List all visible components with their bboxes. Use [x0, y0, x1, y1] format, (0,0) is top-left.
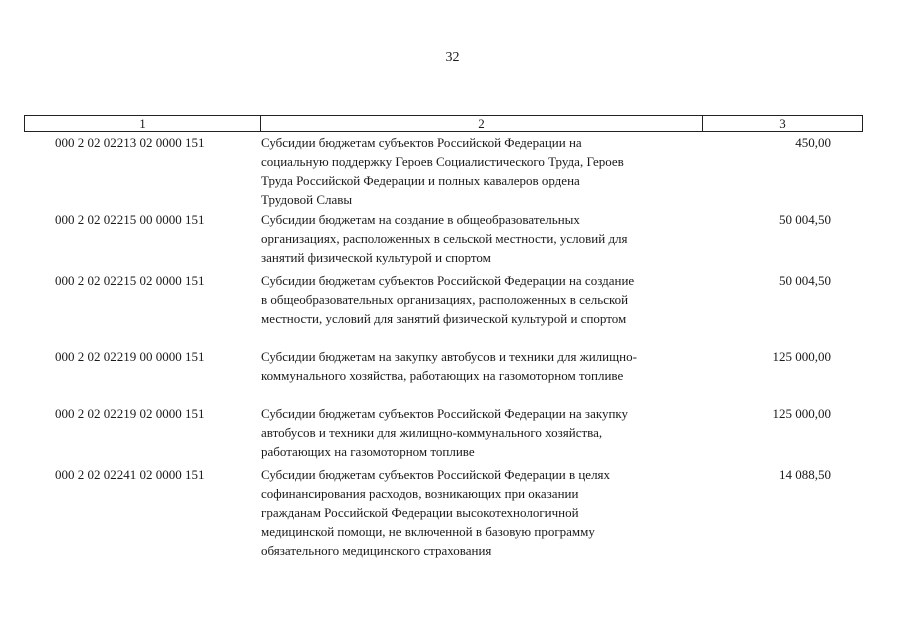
description-line: Субсидии бюджетам субъектов Российской Федерации в целях [261, 467, 611, 482]
description-line: автобусов и техники для жилищно-коммунального хозяйства, [261, 425, 603, 440]
description-line: Субсидии бюджетам на закупку автобусов и техники для жилищно- [261, 349, 637, 364]
description-line: медицинской помощи, не включенной в базовую программу [261, 524, 595, 539]
description-line: Субсидии бюджетам субъектов Российской Федерации на закупку [261, 406, 629, 421]
amount: 450,00 [795, 135, 831, 150]
description-line: Субсидии бюджетам субъектов Российской Федерации на создание [261, 273, 635, 288]
budget-code: 000 2 02 02213 02 0000 151 [55, 135, 205, 150]
column-header-2: 2 [260, 116, 702, 131]
budget-code: 000 2 02 02215 00 0000 151 [55, 212, 205, 227]
column-header-3: 3 [702, 116, 862, 131]
amount: 14 088,50 [779, 467, 831, 482]
budget-code: 000 2 02 02219 00 0000 151 [55, 349, 205, 364]
description-line: местности, условий для занятий физической культурой и спортом [261, 311, 627, 326]
column-header-1: 1 [139, 116, 146, 131]
description-line: Субсидии бюджетам на создание в общеобразовательных [261, 212, 580, 227]
description-line: социальную поддержку Героев Социалистического Труда, Героев [261, 154, 624, 169]
description-line: организациях, расположенных в сельской местности, условий для [261, 231, 628, 246]
description-line: работающих на газомоторном топливе [261, 444, 475, 459]
amount: 125 000,00 [772, 349, 831, 364]
description-line: Трудовой Славы [261, 192, 353, 207]
row-description [261, 347, 703, 385]
page-number: 32 [445, 50, 460, 65]
row-description [261, 210, 703, 267]
row-description [261, 404, 703, 461]
row-description [261, 271, 703, 328]
amount: 50 004,50 [779, 212, 831, 227]
description-line: Субсидии бюджетам субъектов Российской Федерации на [261, 135, 582, 150]
amount: 50 004,50 [779, 273, 831, 288]
budget-code: 000 2 02 02215 02 0000 151 [55, 273, 205, 288]
row-description [261, 465, 703, 560]
description-line: коммунального хозяйства, работающих на газомоторном топливе [261, 368, 624, 383]
table-header-row [24, 115, 863, 132]
row-description [261, 133, 703, 209]
description-line: софинансирования расходов, возникающих при оказании [261, 486, 579, 501]
description-line: Труда Российской Федерации и полных кавалеров ордена [261, 173, 580, 188]
budget-code: 000 2 02 02241 02 0000 151 [55, 467, 205, 482]
description-line: занятий физической культурой и спортом [261, 250, 491, 265]
description-line: гражданам Российской Федерации высокотехнологичной [261, 505, 579, 520]
budget-code: 000 2 02 02219 02 0000 151 [55, 406, 205, 421]
description-line: обязательного медицинского страхования [261, 543, 492, 558]
description-line: в общеобразовательных организациях, расположенных в сельской [261, 292, 629, 307]
amount: 125 000,00 [772, 406, 831, 421]
